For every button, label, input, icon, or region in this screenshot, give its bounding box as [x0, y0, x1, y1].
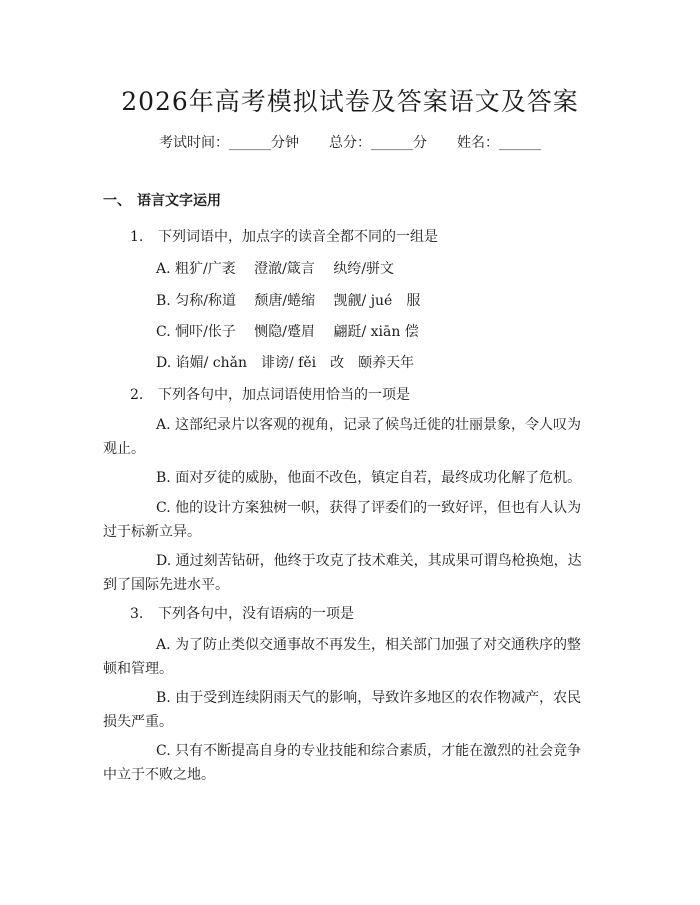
question-3-option-b: B. 由于受到连续阴雨天气的影响，导致许多地区的农作物减产，农民损失严重。	[103, 690, 582, 730]
question-1-option-d: D. 谄媚/ chǎn 诽谤/ fěi 改 颐养天年	[156, 355, 415, 371]
question-1-option-b: B. 匀称/称道 颓唐/蜷缩 觊觎/ jué 服	[156, 293, 421, 309]
question-number: 3.	[130, 606, 144, 622]
question-3-stem	[130, 603, 354, 623]
question-1-option-a: A. 粗犷/广袤 澄澈/箴言 纨绔/骈文	[156, 261, 395, 277]
section-heading	[103, 190, 221, 210]
question-1-stem	[130, 226, 438, 246]
exam-title: 2026年高考模拟试卷及答案语文及答案	[121, 87, 579, 116]
question-text: 下列词语中，加点字的读音全都不同的一组是	[158, 229, 438, 245]
question-number: 2.	[130, 387, 144, 403]
question-2-option-d: D. 通过刻苦钻研，他终于攻克了技术难关，其成果可谓鸟枪换炮，达到了国际先进水平。	[103, 553, 582, 593]
exam-time-field: 考试时间：______分钟	[159, 135, 299, 151]
question-number: 1.	[130, 229, 144, 245]
question-2-option-b: B. 面对歹徒的威胁，他面不改色，镇定自若，最终成功化解了危机。	[156, 470, 582, 486]
exam-name-field: 姓名：______	[457, 135, 541, 151]
question-1-option-c: C. 恫吓/伥子 恻隐/蹙眉 翩跹/ xiān 偿	[156, 324, 419, 340]
exam-meta	[0, 132, 700, 152]
section-title: 语言文字运用	[137, 193, 221, 209]
exam-score-field: 总分：______分	[329, 135, 427, 151]
question-3-option-c: C. 只有不断提高自身的专业技能和综合素质，才能在激烈的社会竞争中立于不败之地。	[103, 743, 582, 783]
section-number: 一、	[103, 193, 131, 209]
question-2-stem	[130, 384, 410, 404]
question-2-option-c: C. 他的设计方案独树一帜，获得了评委们的一致好评，但也有人认为过于标新立异。	[103, 500, 582, 540]
question-text: 下列各句中，没有语病的一项是	[158, 606, 354, 622]
question-2-option-a: A. 这部纪录片以客观的视角，记录了候鸟迁徙的壮丽景象，令人叹为观止。	[103, 417, 582, 457]
question-text: 下列各句中，加点词语使用恰当的一项是	[158, 387, 410, 403]
question-3-option-a: A. 为了防止类似交通事故不再发生，相关部门加强了对交通秩序的整顿和管理。	[103, 637, 582, 677]
